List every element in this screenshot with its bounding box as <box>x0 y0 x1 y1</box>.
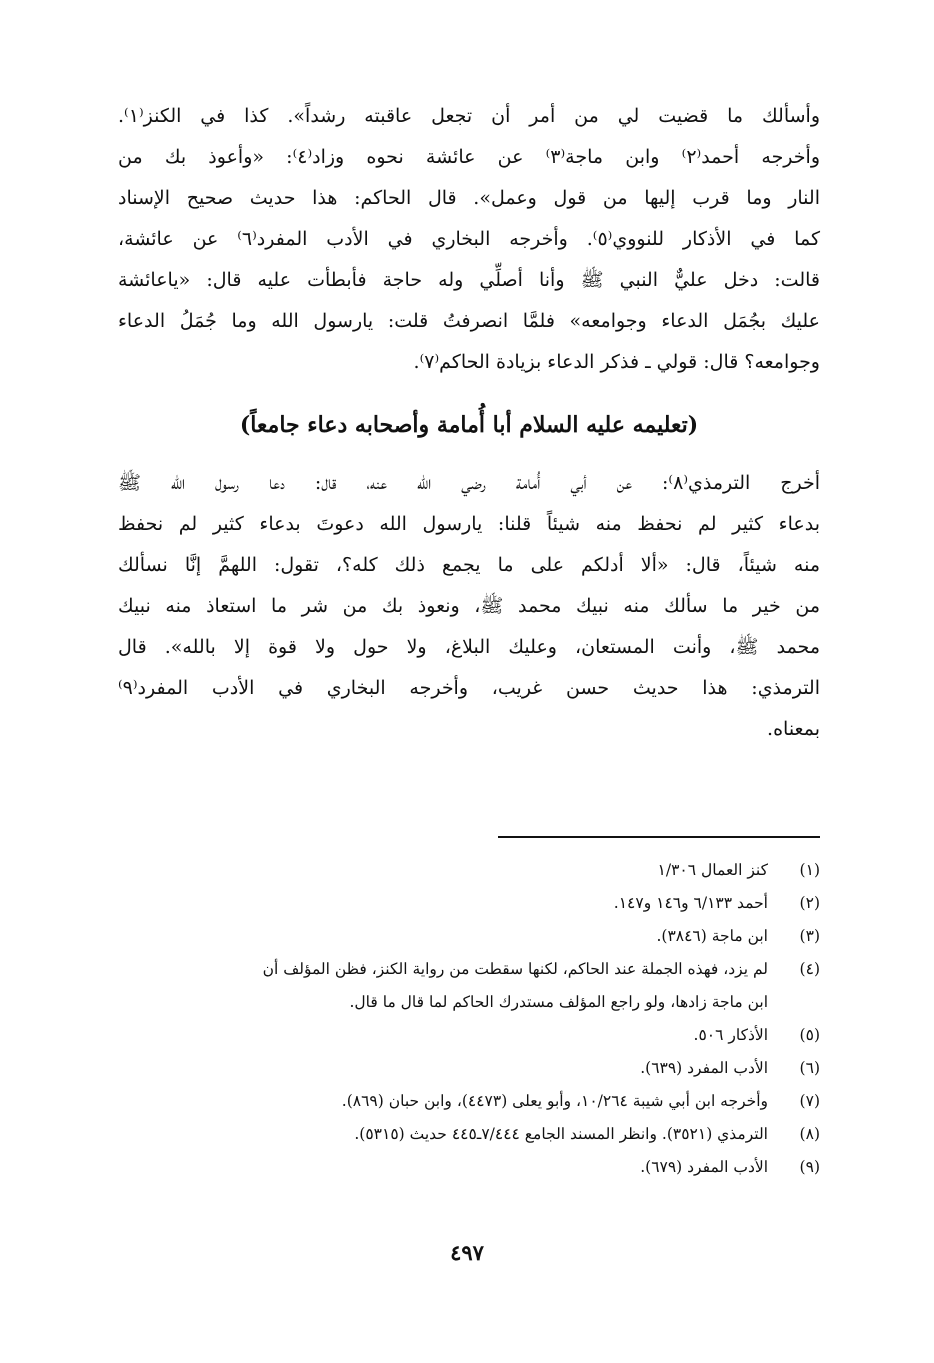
footnote-text: ابن ماجة زادها، ولو راجع المؤلف مستدرك الحاكم لما قال ما قال. <box>349 993 768 1011</box>
footnote-number: (٦) <box>799 1059 820 1077</box>
paragraph-1-line: وجوامعه؟ قال: قولي ـ فذكر الدعاء بزيادة الحاكم⁽٧⁾. <box>413 351 820 373</box>
footnote-text: الأدب المفرد (٦٧٩). <box>640 1158 768 1176</box>
footnote-number: (٨) <box>799 1125 820 1143</box>
paragraph-1-line: وأخرجه أحمد⁽٢⁾ وابن ماجة⁽٣⁾ عن عائشة نحوه وزاد⁽٤⁾: «وأعوذ بك من <box>118 146 820 168</box>
footnote <box>118 1052 820 1085</box>
footnote-number: (٥) <box>799 1026 820 1044</box>
footnote <box>118 920 820 953</box>
paragraph-1-line: عليك بجُمَل الدعاء وجوامعه» فلمَّا انصرفتُ قلت: يارسول الله وما جُمَلُ الدعاء <box>118 310 820 332</box>
footnote-number: (٢) <box>799 894 820 912</box>
paragraph-1-line: وأسألك ما قضيت لي من أمر أن تجعل عاقبته رشداً». كذا في الكنز⁽١⁾. <box>118 105 820 127</box>
footnote-number: (٤) <box>799 960 820 978</box>
paragraph-2-line: بدعاء كثير لم نحفظ منه شيئاً قلنا: يارسول الله دعوتَ بدعاء كثير لم نحفظ <box>118 513 820 535</box>
footnote <box>118 953 820 1019</box>
footnote-text: لم يزد، فهذه الجملة عند الحاكم، لكنها سقطت من رواية الكنز، فظن المؤلف أن <box>262 960 768 978</box>
paragraph-1 <box>118 96 820 383</box>
footnote-number: (٩) <box>799 1158 820 1176</box>
footnote-number: (١) <box>799 861 820 879</box>
paragraph-2-line: أخرج الترمذي⁽٨⁾: عن أبي أُمامة رضي الله عنه، قال: دعا رسول الله ﷺ <box>118 472 820 494</box>
footnote-text: الترمذي (٣٥٢١). وانظر المسند الجامع ٧/٤٤٤ـ٤٤٥ حديث (٥٣١٥). <box>354 1125 768 1143</box>
footnote-number: (٣) <box>799 927 820 945</box>
footnote <box>118 1151 820 1184</box>
paragraph-1-line: قالت: دخل عليٌّ النبي ﷺ وأنا أصلِّي وله حاجة فأبطأت عليه قال: «ياعائشة <box>118 269 820 291</box>
footnotes <box>118 854 820 1184</box>
paragraph-2-line: الترمذي: هذا حديث حسن غريب، وأخرجه البخاري في الأدب المفرد⁽٩⁾ <box>118 677 820 699</box>
footnote-text: الأدب المفرد (٦٣٩). <box>640 1059 768 1077</box>
paragraph-2-line: محمد ﷺ، وأنت المستعان، وعليك البلاغ، ولا حول ولا قوة إلا بالله». قال <box>118 636 820 658</box>
page-body <box>118 96 820 1184</box>
footnote-text: الأذكار ٥٠٦. <box>693 1026 768 1044</box>
footnote <box>118 887 820 920</box>
footnote-divider <box>498 836 820 838</box>
paragraph-2 <box>118 463 820 750</box>
footnote <box>118 854 820 887</box>
paragraph-1-line: النار وما قرب إليها من قول وعمل». قال الحاكم: هذا حديث صحيح الإسناد <box>118 187 820 209</box>
footnote-number: (٧) <box>799 1092 820 1110</box>
paragraph-2-line: من خير ما سألك منه نبيك محمد ﷺ، ونعوذ بك من شر ما استعاذ منه نبيك <box>118 595 820 617</box>
footnote-text: ابن ماجة (٣٨٤٦). <box>656 927 768 945</box>
footnote <box>118 1085 820 1118</box>
footnote-text: أحمد ٦/١٣٣ و١٤٦ و١٤٧. <box>613 894 768 912</box>
section-heading: (تعليمه عليه السلام أبا أُمامة وأصحابه دعاء جامعاً) <box>239 412 699 438</box>
paragraph-2-line: منه شيئاً، قال: «ألا أدلكم على ما يجمع ذلك كله؟، تقول: اللهمَّ إنَّا نسألك <box>118 554 820 576</box>
page-number: ٤٩٧ <box>450 1240 484 1265</box>
footnote <box>118 1019 820 1052</box>
footnote-text: كنز العمال ١/٣٠٦ <box>657 861 768 879</box>
footnote-text: وأخرجه ابن أبي شيبة ١٠/٢٦٤، وأبو يعلى (٤٤٧٣)، وابن حبان (٨٦٩). <box>341 1092 768 1110</box>
footnote <box>118 1118 820 1151</box>
paragraph-1-line: كما في الأذكار للنووي⁽٥⁾. وأخرجه البخاري في الأدب المفرد⁽٦⁾ عن عائشة، <box>118 228 820 250</box>
paragraph-2-line: بمعناه. <box>767 718 820 740</box>
